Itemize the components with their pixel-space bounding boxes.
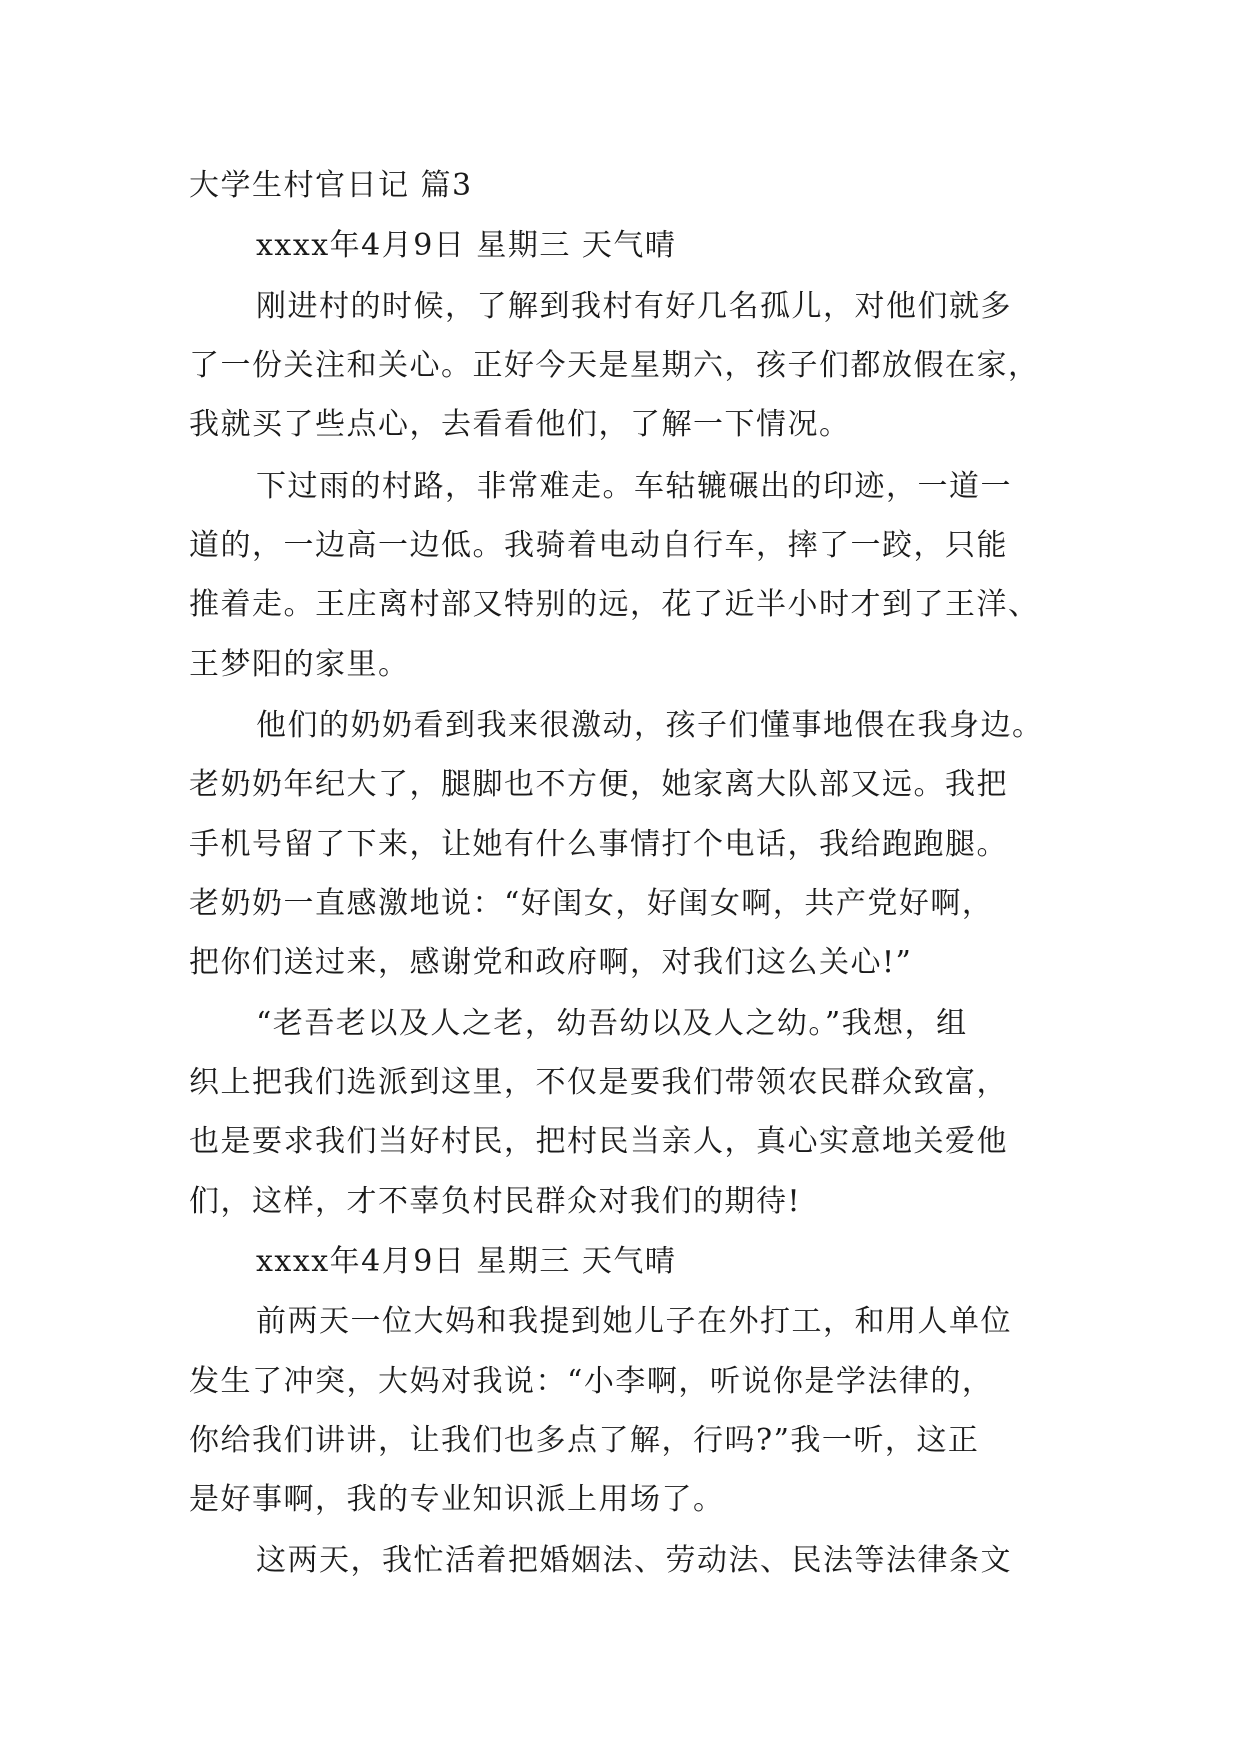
paragraph-line: 下过雨的村路，非常难走。车轱辘碾出的印迹，一道一	[256, 469, 1012, 504]
paragraph-line: 发生了冲突，大妈对我说：“小李啊，听说你是学法律的，	[189, 1364, 994, 1399]
paragraph-line: 们，这样，才不辜负村民群众对我们的期待!	[189, 1184, 802, 1219]
paragraph-line: 了一份关注和关心。正好今天是星期六，孩子们都放假在家，	[189, 348, 1040, 383]
paragraph-line: 也是要求我们当好村民，把村民当亲人，真心实意地关爱他	[189, 1124, 1008, 1159]
paragraph-line: 你给我们讲讲，让我们也多点了解，行吗?”我一听，这正	[189, 1423, 980, 1458]
paragraph-line: 我就买了些点心，去看看他们，了解一下情况。	[189, 407, 851, 442]
paragraph-line: 王梦阳的家里。	[189, 647, 410, 682]
paragraph-line: 这两天，我忙活着把婚姻法、劳动法、民法等法律条文	[256, 1543, 1012, 1578]
paragraph-line: 推着走。王庄离村部又特别的远，花了近半小时才到了王洋、	[189, 587, 1040, 622]
paragraph-line: 织上把我们选派到这里，不仅是要我们带领农民群众致富，	[189, 1065, 1008, 1100]
paragraph-line: 老奶奶一直感激地说：“好闺女，好闺女啊，共产党好啊，	[189, 886, 994, 921]
paragraph-line: 前两天一位大妈和我提到她儿子在外打工，和用人单位	[256, 1304, 1012, 1339]
paragraph-line: “老吾老以及人之老，幼吾幼以及人之幼。”我想，组	[256, 1006, 968, 1041]
diary-date-line: xxxx年4月9日 星期三 天气晴	[256, 1244, 677, 1279]
paragraph-line: 手机号留了下来，让她有什么事情打个电话，我给跑跑腿。	[189, 827, 1008, 862]
document-title: 大学生村官日记 篇3	[189, 168, 473, 203]
paragraph-line: 是好事啊，我的专业知识派上用场了。	[189, 1482, 725, 1517]
paragraph-line: 刚进村的时候，了解到我村有好几名孤儿，对他们就多	[256, 289, 1012, 324]
diary-date-line: xxxx年4月9日 星期三 天气晴	[256, 228, 677, 263]
paragraph-line: 把你们送过来，感谢党和政府啊，对我们这么关心!”	[189, 945, 913, 980]
paragraph-line: 他们的奶奶看到我来很激动，孩子们懂事地偎在我身边。	[256, 708, 1044, 743]
paragraph-line: 道的，一边高一边低。我骑着电动自行车，摔了一跤，只能	[189, 528, 1008, 563]
paragraph-line: 老奶奶年纪大了，腿脚也不方便，她家离大队部又远。我把	[189, 767, 1008, 802]
